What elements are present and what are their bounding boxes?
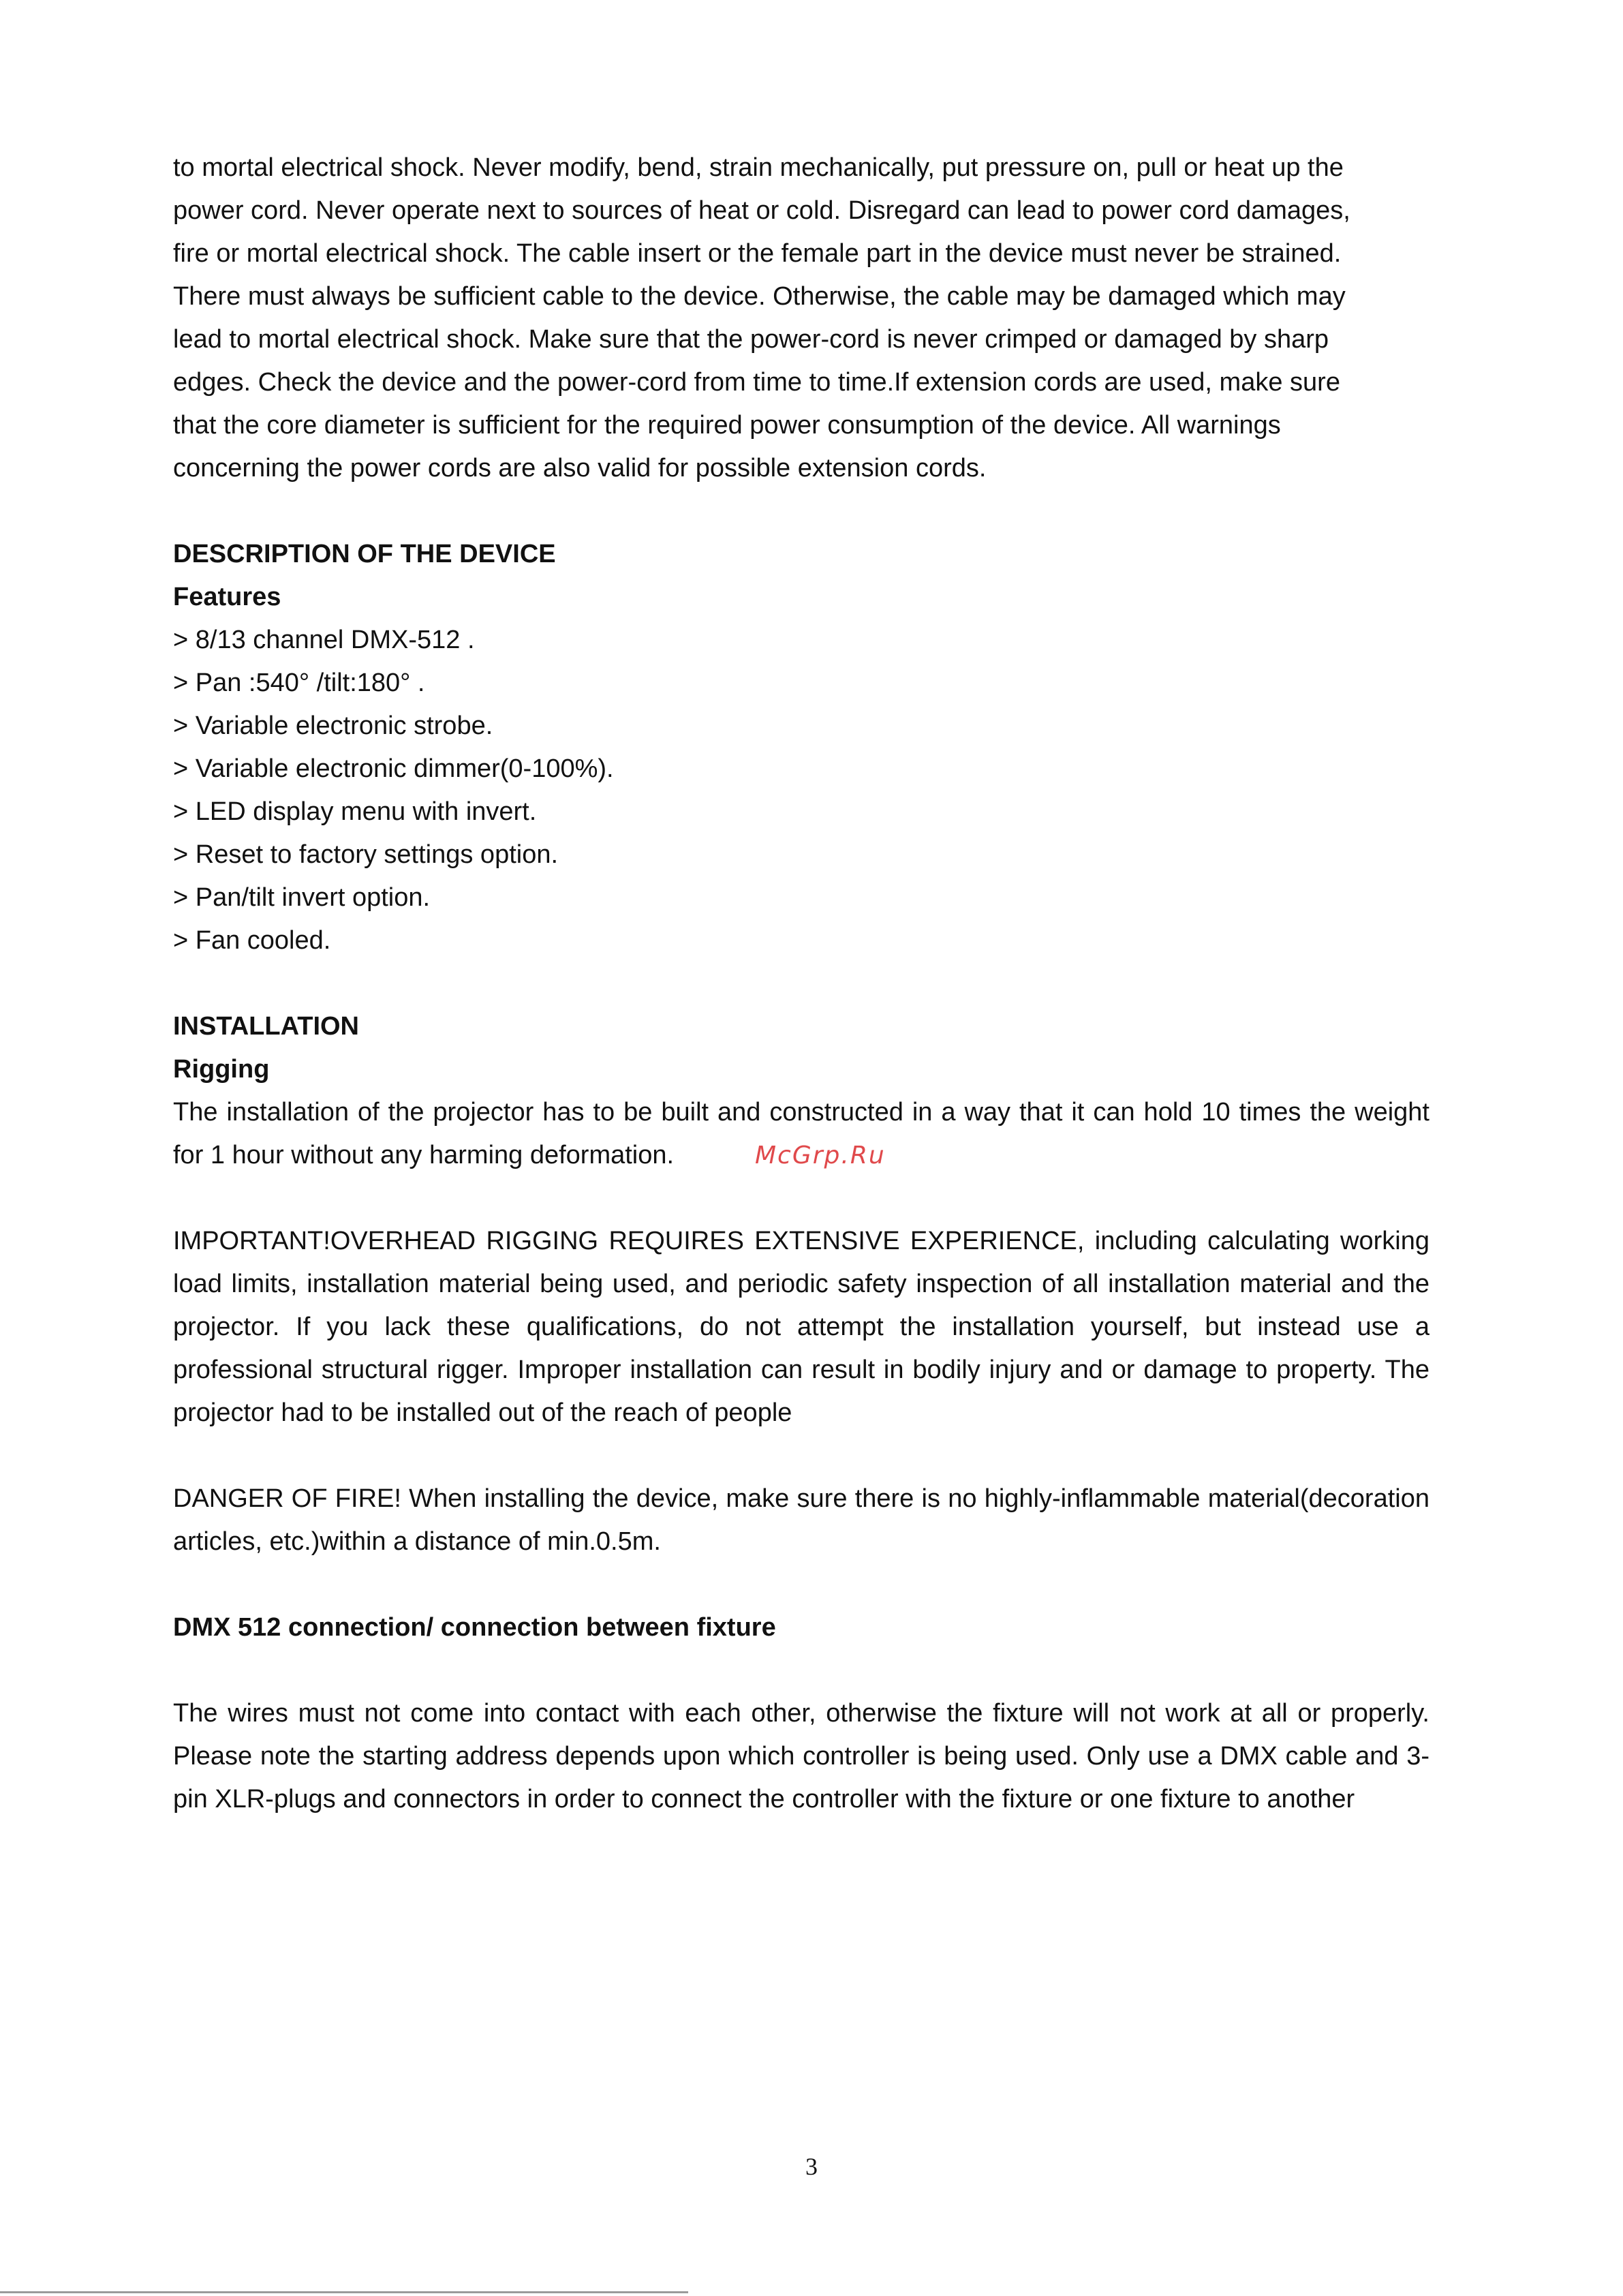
features-list (173, 619, 1429, 962)
intro-line: lead to mortal electrical shock. Make sure that the power-cord is never crimped or damaged by sharp (173, 325, 1329, 354)
watermark-text: McGrp.Ru (755, 1142, 886, 1169)
installation-heading: INSTALLATION (173, 1012, 359, 1041)
feature-item: > Variable electronic dimmer(0-100%). (173, 754, 614, 783)
intro-line: concerning the power cords are also valid for possible extension cords. (173, 454, 987, 483)
important-paragraph: IMPORTANT!OVERHEAD RIGGING REQUIRES EXTENSIVE EXPERIENCE, including calculating working load limits, installation material being used, and periodic safety inspection of all installation material and the projector. If you lack these qualifications, do not attempt the installation yourself, but instead use a professional structural rigger. Improper installation can result in bodily injury and or damage to property. The projector had to be installed out of the reach of people (173, 1227, 1429, 1427)
intro-line: that the core diameter is sufficient for the required power consumption of the device. All warnings (173, 411, 1281, 440)
feature-item: > LED display menu with invert. (173, 797, 537, 826)
feature-item: > Pan/tilt invert option. (173, 883, 431, 912)
feature-item: > Variable electronic strobe. (173, 711, 493, 740)
rigging-paragraph: The installation of the projector has to be built and constructed in a way that it can hold 10 times the weight for 1 hour without any harming deformation. (173, 1098, 1429, 1169)
spacer (173, 1435, 1429, 1478)
rigging-subheading: Rigging (173, 1055, 270, 1084)
feature-item: > Fan cooled. (173, 926, 331, 955)
danger-paragraph: DANGER OF FIRE! When installing the device, make sure there is no highly-inflammable material(decoration articles, etc.)within a distance of min.0.5m. (173, 1484, 1429, 1556)
intro-line: edges. Check the device and the power-cord from time to time.If extension cords are used, make sure (173, 368, 1340, 397)
intro-line: power cord. Never operate next to sources of heat or cold. Disregard can lead to power cord damages, (173, 196, 1350, 225)
feature-item: > Reset to factory settings option. (173, 840, 559, 869)
spacer (173, 962, 1429, 1005)
intro-line: to mortal electrical shock. Never modify, bend, strain mechanically, put pressure on, pull or heat up the (173, 153, 1344, 182)
feature-item: > Pan :540° /tilt:180° . (173, 669, 425, 697)
features-subheading: Features (173, 583, 281, 611)
description-heading: DESCRIPTION OF THE DEVICE (173, 540, 556, 568)
intro-paragraph (173, 147, 1429, 490)
intro-line: There must always be sufficient cable to the device. Otherwise, the cable may be damaged which may (173, 282, 1346, 311)
page-number: 3 (805, 2153, 818, 2180)
feature-item: > 8/13 channel DMX-512 . (173, 626, 475, 654)
spacer (173, 1177, 1429, 1220)
spacer (173, 1649, 1429, 1692)
bottom-rule (0, 2291, 688, 2293)
dmx-paragraph: The wires must not come into contact with each other, otherwise the fixture will not work at all or properly. Please note the starting address depends upon which controller is being used. Only use a DMX cable and 3-pin XLR-plugs and connectors in order to connect the controller with the fixture or one fixture to another (173, 1699, 1429, 1813)
spacer (173, 1563, 1429, 1606)
document-page (173, 147, 1429, 1821)
intro-line: fire or mortal electrical shock. The cable insert or the female part in the device must never be strained. (173, 239, 1342, 268)
dmx-heading: DMX 512 connection/ connection between fixture (173, 1613, 776, 1642)
spacer (173, 490, 1429, 533)
